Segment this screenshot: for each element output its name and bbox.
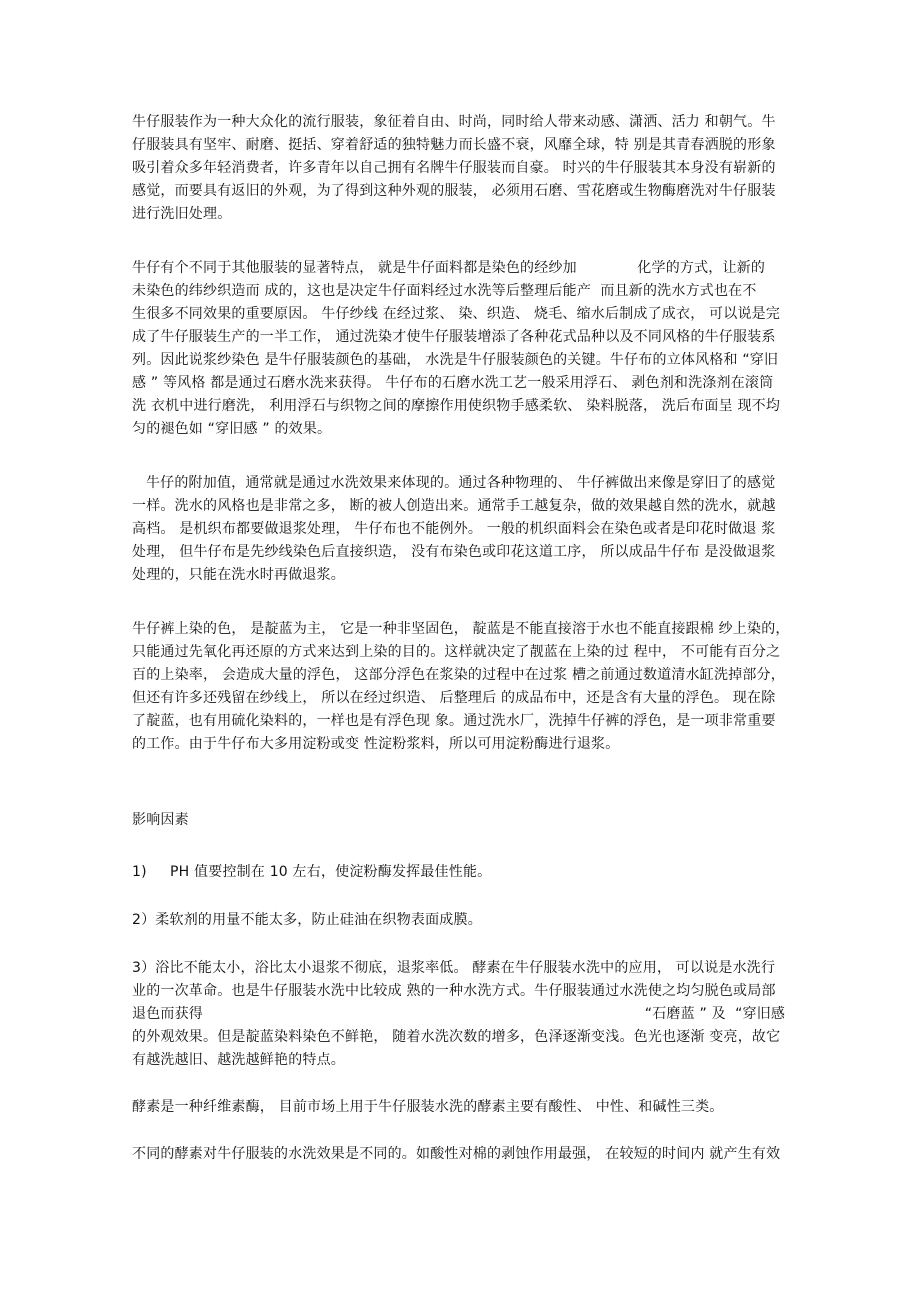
text-line: 牛仔的附加值，通常就是通过水洗效果来体现的。通过各种物理的、 牛仔裤做出来像是穿旧了的感觉: [132, 475, 776, 491]
text-line: 高档。 是机织布都要做退浆处理， 牛仔布也不能例外。 一般的机织面料会在染色或者是印花时做退 浆: [132, 521, 776, 537]
text-line: 有越洗越旧、越洗越鲜艳的特点。: [132, 1052, 345, 1068]
text-line: 百的上染率， 会造成大量的浮色， 这部分浮色在浆染的过程中在过浆 槽之前通过数道清水缸洗掉部分，: [132, 667, 785, 683]
text-line: 业的一次革命。也是牛仔服装水洗中比较成 熟的一种水洗方式。牛仔服装通过水洗使之均匀脱色或局部: [132, 983, 776, 999]
list-item: 1) PH 值要控制在 10 左右，使淀粉酶发挥最佳性能。: [132, 864, 492, 880]
text-line: 生很多不同效果的重要原因。 牛仔纱线 在经过浆、 染、织造、 烧毛、缩水后制成了成衣， 可以说是完: [132, 306, 781, 322]
text-line: 感 ” 等风格 都是通过石磨水洗来获得。 牛仔布的石磨水洗工艺一般采用浮石、 剥色剂和洗涤剂在滚筒: [132, 375, 774, 391]
text-line: 成了牛仔服装生产的一半工作， 通过洗染才使牛仔服装增添了各种花式品种以及不同风格的牛仔服装系: [132, 329, 776, 345]
text-line: 了靛蓝，也有用硫化染料的，一样也是有浮色现 象。通过洗水厂，洗掉牛仔裤的浮色，是一项非常重要: [132, 713, 776, 729]
text-line: 只能通过先氧化再还原的方式来达到上染的目的。这样就决定了靓蓝在上染的过 程中， 不可能有百分之: [132, 644, 781, 660]
text-line: 进行洗旧处理。: [132, 206, 232, 222]
text-line: 的工作。由于牛仔布大多用淀粉或变 性淀粉浆料，所以可用淀粉酶进行退浆。: [132, 736, 620, 752]
text-line: 退色而获得 “石磨蓝 ” 及 “穿旧感: [132, 1006, 786, 1022]
text-line: 不同的酵素对牛仔服装的水洗效果是不同的。如酸性对棉的剥蚀作用最强， 在较短的时间内 就产生有效: [132, 1146, 781, 1162]
text-line: 牛仔裤上染的色， 是靛蓝为主， 它是一种非坚固色， 靛蓝是不能直接溶于水也不能直接跟棉 纱上染的，: [132, 621, 790, 637]
text-line: 处理的，只能在洗水时再做退浆。: [132, 567, 345, 583]
text-line: 牛仔有个不同于其他服装的显著特点， 就是牛仔面料都是染色的经纱加 化学的方式，让新的: [132, 260, 766, 276]
text-line: 吸引着众多年轻消费者，许多青年以自己拥有名牌牛仔服装而自豪。 时兴的牛仔服装其本身没有崭新的: [132, 160, 776, 176]
text-line: 牛仔服装作为一种大众化的流行服装，象征着自由、时尚，同时给人带来动感、潇洒、活力 和朝气。牛: [132, 114, 776, 130]
text-line: 处理， 但牛仔布是先纱线染色后直接织造， 没有布染色或印花这道工序， 所以成品牛仔布 是没做退浆: [132, 544, 776, 560]
text-line: 未染色的纬纱织造而 成的，这也是决定牛仔面料经过水洗等后整理后能产 而且新的洗水方式也在不: [132, 283, 757, 299]
text-line: 酵素是一种纤维素酶， 目前市场上用于牛仔服装水洗的酵素主要有酸性、 中性、和碱性三类。: [132, 1099, 724, 1115]
text-line: 洗 衣机中进行磨洗， 利用浮石与织物之间的摩擦作用使织物手感柔软、 染料脱落， 洗后布面呈 现不均: [132, 398, 781, 414]
text-line: 但还有许多还残留在纱线上， 所以在经过织造、 后整理后 的成品布中，还是含有大量的浮色。 现在除: [132, 690, 776, 706]
section-heading: 影响因素: [132, 812, 189, 828]
text-line: 3）浴比不能太小，浴比太小退浆不彻底，退浆率低。 酵素在牛仔服装水洗中的应用， 可以说是水洗行: [132, 960, 776, 976]
text-line: 感觉，而要具有返旧的外观，为了得到这种外观的服装， 必须用石磨、雪花磨或生物酶磨洗对牛仔服装: [132, 183, 776, 199]
text-line: 仔服装具有坚牢、耐磨、挺括、穿着舒适的独特魅力而长盛不衰，风靡全球，特 别是其青春洒脱的形象: [132, 137, 776, 153]
text-line: 一样。洗水的风格也是非常之多， 断的被人创造出来。通常手工越复杂，做的效果越自然的洗水，就越: [132, 498, 776, 514]
list-item: 2）柔软剂的用量不能太多，防止硅油在织物表面成膜。: [132, 912, 482, 928]
text-line: 列。因此说浆纱染色 是牛仔服装颜色的基础， 水洗是牛仔服装颜色的关键。牛仔布的立体风格和 “穿旧: [132, 352, 779, 368]
text-line: 的外观效果。但是靛蓝染料染色不鲜艳， 随着水洗次数的增多，色泽逐渐变浅。色光也逐渐 变亮，故它: [132, 1029, 781, 1045]
text-line: 匀的褪色如 “穿旧感 ” 的效果。: [132, 421, 332, 437]
